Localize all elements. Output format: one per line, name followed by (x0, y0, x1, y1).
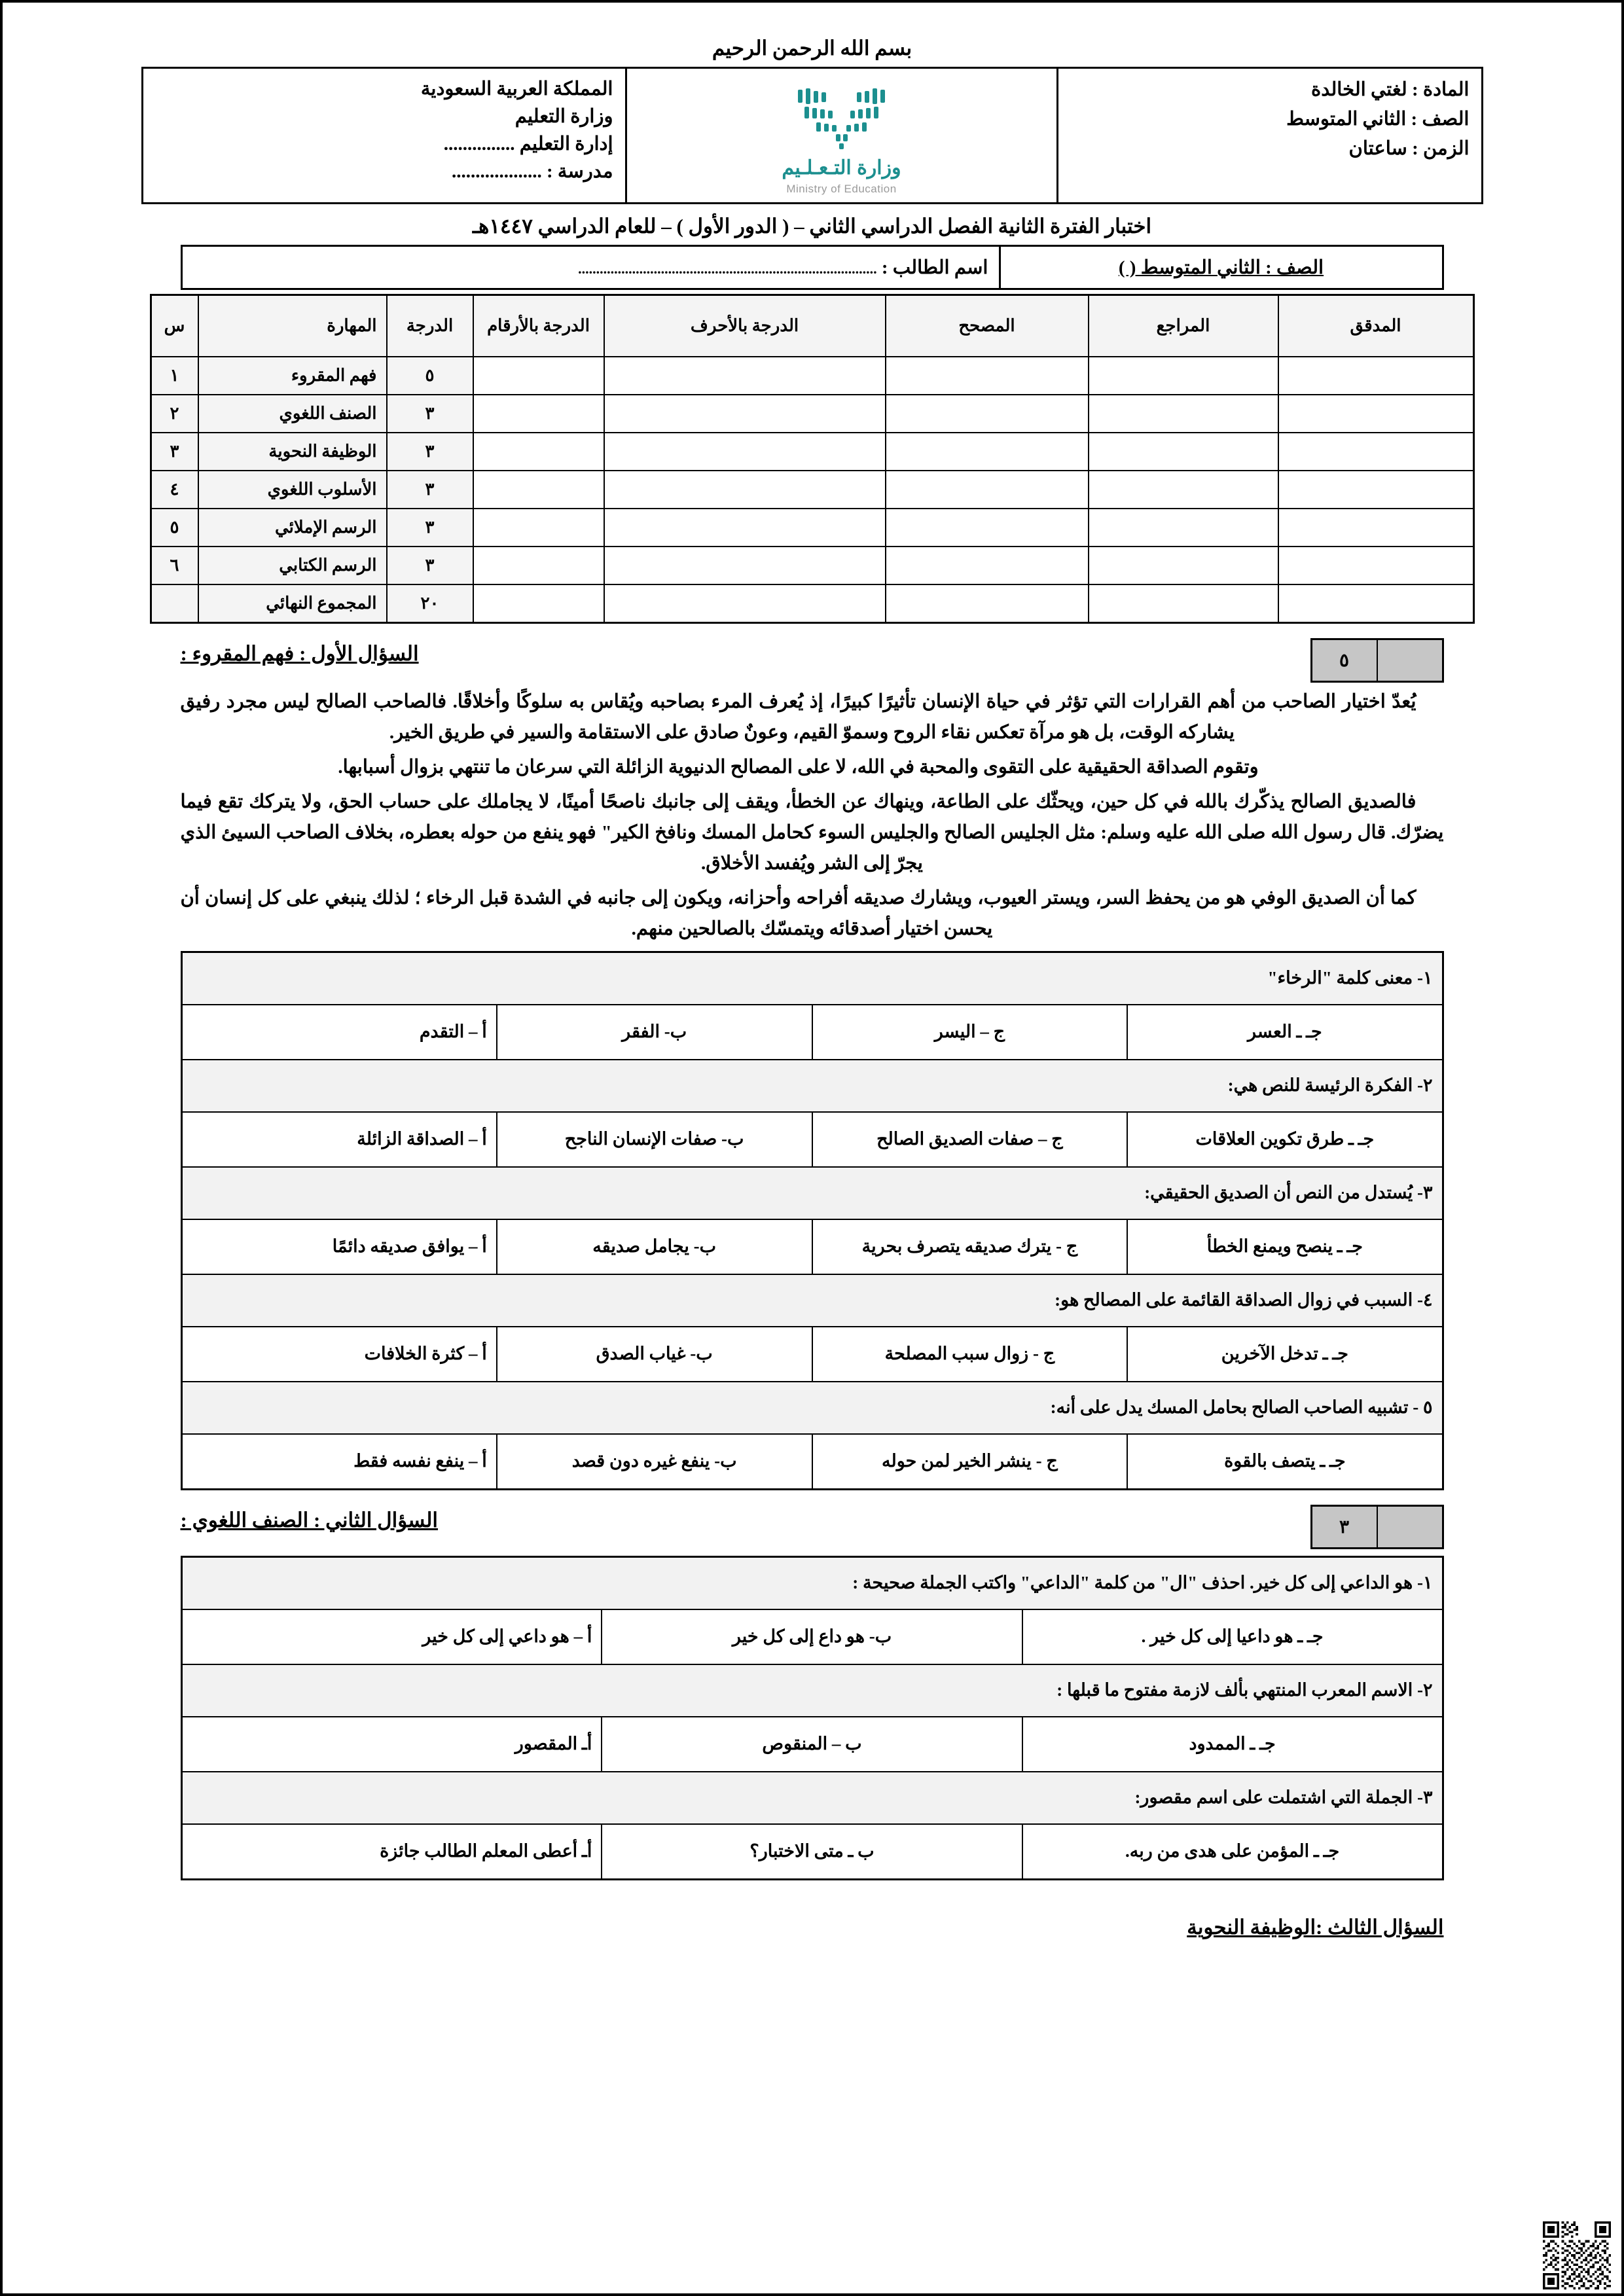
mcq-option-c[interactable]: جـ ـ الممدود (1022, 1717, 1443, 1772)
header-table (141, 67, 1483, 204)
cell-skill: الصنف اللغوي (198, 395, 387, 433)
question1-mcq-table (181, 951, 1444, 1490)
question1-mark-value: ٥ (1312, 640, 1377, 681)
table-row[interactable] (151, 433, 1473, 471)
mcq-stem: ٤- السبب في زوال الصداقة القائمة على المصالح هو: (181, 1274, 1443, 1327)
cell-reviewer[interactable] (1089, 395, 1278, 433)
mcq-option-b[interactable]: ب- غياب الصدق (497, 1327, 812, 1382)
passage-paragraph: يُعدّ اختيار الصاحب من أهم القرارات التي تؤثر في حياة الإنسان تأثيرًا كبيرًا، إذ يُعرف المرء بصاحبه ويُقاس به سلوكًا وأخلاقًا. فالصاحب الصالح ليس مجرد رفيق يشاركه الوقت، بل هو مرآة تعكس نقاء الروح وسموّ القيم، وعونٌ صادق على الاستقامة والسير في طريق الخير. (180, 691, 1416, 743)
cell-checker[interactable] (1278, 547, 1474, 584)
cell-checker[interactable] (1278, 584, 1474, 623)
grades-total-row[interactable] (151, 584, 1473, 623)
mcq-option-c[interactable]: ج – صفات الصديق الصالح (812, 1112, 1128, 1167)
mcq-stem: ١- هو الداعي إلى كل خير. احذف "ال" من كلمة "الداعي" واكتب الجملة صحيحة : (181, 1556, 1443, 1609)
mcq-option-b[interactable]: ب- هو داع إلى كل خير (602, 1609, 1022, 1664)
passage-paragraph: فالصديق الصالح يذكّرك بالله في كل حين، ويحثّك على الطاعة، وينهاك عن الخطأ، ويقف إلى جانبك ناصحًا أمينًا، لا يجاملك على حساب الحق، ولا يتركك تقع فيما يضرّك. قال رسول الله صلى الله عليه وسلم: مثل الجليس الصالح والجليس السوء كحامل المسك ونافخ الكير" فهو ينفع من حوله بعطره، بخلاف الصاحب السيئ الذي يجرّ إلى الشر ويُفسد الأخلاق. (180, 791, 1444, 874)
cell-index: ٤ (151, 471, 198, 509)
mcq-stem-row (181, 1772, 1443, 1824)
cell-index: ٥ (151, 509, 198, 547)
question2-header (181, 1505, 1444, 1549)
cell-numbers[interactable] (473, 395, 604, 433)
question1-mark-box[interactable] (1310, 638, 1444, 683)
mcq-options-row[interactable] (181, 1609, 1443, 1664)
cell-degree: ٥ (387, 357, 473, 395)
school-line: مدرسة : ................... (451, 161, 613, 183)
cell-numbers[interactable] (473, 547, 604, 584)
mcq-option-b[interactable]: ب – المنقوص (602, 1717, 1022, 1772)
mcq-option-c[interactable]: ج - يترك صديقه يتصرف بحرية (812, 1219, 1128, 1274)
mcq-option-a[interactable]: أ – كثرة الخلافات (181, 1327, 497, 1382)
mcq-option-b[interactable]: ب- الفقر (497, 1005, 812, 1060)
mcq-stem-row (181, 1060, 1443, 1112)
cell-checker[interactable] (1278, 357, 1474, 395)
cell-index: ٦ (151, 547, 198, 584)
mcq-stem-row (181, 1167, 1443, 1219)
mcq-option-d[interactable]: جـ ـ طرق تكوين العلاقات (1127, 1112, 1443, 1167)
mcq-option-b[interactable]: ب- صفات الإنسان الناجح (497, 1112, 812, 1167)
cell-corrector[interactable] (886, 584, 1089, 623)
cell-reviewer[interactable] (1089, 509, 1278, 547)
mcq-option-a[interactable]: أـ المقصور (181, 1717, 602, 1772)
mcq-option-d[interactable]: جـ ـ العسر (1127, 1005, 1443, 1060)
logo-english-text: Ministry of Education (786, 183, 897, 195)
table-row[interactable] (151, 357, 1473, 395)
cell-letters[interactable] (604, 509, 886, 547)
cell-corrector[interactable] (886, 471, 1089, 509)
cell-letters[interactable] (604, 433, 886, 471)
kingdom-line: المملكة العربية السعودية (420, 79, 613, 99)
cell-letters[interactable] (604, 395, 886, 433)
ministry-of-education-logo-icon (786, 79, 897, 151)
table-row[interactable] (151, 547, 1473, 584)
mcq-option-b[interactable]: ب ـ متى الاختبار؟ (602, 1824, 1022, 1880)
header-logo-cell (626, 68, 1057, 204)
col-checker: المدقق (1278, 295, 1474, 357)
cell-checker[interactable] (1278, 471, 1474, 509)
cell-letters[interactable] (604, 547, 886, 584)
student-info-table (181, 245, 1444, 290)
cell-reviewer[interactable] (1089, 433, 1278, 471)
cell-index (151, 584, 198, 623)
cell-numbers[interactable] (473, 357, 604, 395)
cell-skill: فهم المقروء (198, 357, 387, 395)
exam-title: اختبار الفترة الثانية الفصل الدراسي الثاني – ( الدور الأول ) – للعام الدراسي ١٤٤٧هـ (472, 215, 1152, 238)
col-degree-in-numbers: الدرجة بالأرقام (473, 295, 604, 357)
cell-skill: الرسم الكتابي (198, 547, 387, 584)
mcq-stem: ٣- الجملة التي اشتملت على اسم مقصور: (181, 1772, 1443, 1824)
question2-mark-box[interactable] (1310, 1505, 1444, 1549)
cell-skill: الأسلوب اللغوي (198, 471, 387, 509)
mcq-options-row[interactable] (181, 1112, 1443, 1167)
header-authority-cell (142, 68, 626, 204)
cell-checker[interactable] (1278, 395, 1474, 433)
ministry-line: وزارة التعليم (514, 106, 613, 128)
passage-paragraph: وتقوم الصداقة الحقيقية على التقوى والمحبة في الله، لا على المصالح الدنيوية الزائلة التي سرعان ما تنتهي بزوال أسبابها. (338, 756, 1259, 778)
mcq-option-a[interactable]: أ – هو داعي إلى كل خير (181, 1609, 602, 1664)
cell-index: ٢ (151, 395, 198, 433)
mcq-option-b[interactable]: ب- يجامل صديقه (497, 1219, 812, 1274)
mcq-options-row[interactable] (181, 1717, 1443, 1772)
mcq-options-row[interactable] (181, 1824, 1443, 1880)
cell-checker[interactable] (1278, 433, 1474, 471)
cell-letters[interactable] (604, 584, 886, 623)
cell-reviewer[interactable] (1089, 471, 1278, 509)
header-time: الزمن : ساعتان (1348, 137, 1470, 159)
header-subject-cell (1057, 68, 1482, 204)
passage-paragraph: كما أن الصديق الوفي هو من يحفظ السر، ويستر العيوب، ويشارك صديقه أفراحه وأحزانه، ويكون إلى جانبه في الشدة قبل الرخاء ؛ لذلك ينبغي على كل إنسان أن يحسن اختيار أصدقائه ويتمسّك بالصالحين منهم. (180, 887, 1416, 939)
col-corrector: المصحح (886, 295, 1089, 357)
mcq-stem: ٢- الاسم المعرب المنتهي بألف لازمة مفتوح ما قبلها : (181, 1664, 1443, 1717)
mcq-options-row[interactable] (181, 1327, 1443, 1382)
mcq-option-a[interactable]: أـ أعطى المعلم الطالب جائزة (181, 1824, 602, 1880)
mcq-option-c[interactable]: ج – اليسر (812, 1005, 1128, 1060)
question2-title: السؤال الثاني : الصنف اللغوي : (180, 1508, 439, 1532)
mcq-option-a[interactable]: أ – ينفع نفسه فقط (181, 1434, 497, 1490)
cell-degree: ٣ (387, 509, 473, 547)
cell-index: ١ (151, 357, 198, 395)
mcq-stem-row (181, 952, 1443, 1005)
mcq-stem-row (181, 1382, 1443, 1434)
mcq-option-a[interactable]: أ – الصداقة الزائلة (181, 1112, 497, 1167)
mcq-stem: ١- معنى كلمة "الرخاء" (181, 952, 1443, 1005)
student-name-cell[interactable] (181, 246, 1000, 289)
student-name-blank: ................................................................................... (578, 260, 877, 277)
mcq-option-c[interactable]: ج - ينشر الخير لمن حوله (812, 1434, 1128, 1490)
question1-header (181, 638, 1444, 683)
cell-skill: الرسم الإملائي (198, 509, 387, 547)
mcq-option-b[interactable]: ب- ينفع غيره دون قصد (497, 1434, 812, 1490)
reading-passage (181, 687, 1444, 944)
question1-mark-blank[interactable] (1377, 640, 1442, 681)
col-index: س (151, 295, 198, 357)
mcq-stem: ٢- الفكرة الرئيسة للنص هي: (181, 1060, 1443, 1112)
cell-reviewer[interactable] (1089, 357, 1278, 395)
cell-numbers[interactable] (473, 584, 604, 623)
cell-numbers[interactable] (473, 509, 604, 547)
cell-degree: ٣ (387, 395, 473, 433)
cell-index: ٣ (151, 433, 198, 471)
mcq-option-a[interactable]: أ – يوافق صديقه دائمًا (181, 1219, 497, 1274)
cell-degree: ٣ (387, 471, 473, 509)
qr-code-icon (1543, 2221, 1611, 2289)
cell-corrector[interactable] (886, 433, 1089, 471)
cell-skill: الوظيفة النحوية (198, 433, 387, 471)
cell-numbers[interactable] (473, 471, 604, 509)
table-row[interactable] (151, 471, 1473, 509)
mcq-stem: ٣- يُستدل من النص أن الصديق الحقيقي: (181, 1167, 1443, 1219)
col-skill: المهارة (198, 295, 387, 357)
col-degree-in-letters: الدرجة بالأحرف (604, 295, 886, 357)
mcq-option-d[interactable]: جـ ـ يتصف بالقوة (1127, 1434, 1443, 1490)
mcq-stem-row (181, 1664, 1443, 1717)
col-degree: الدرجة (387, 295, 473, 357)
cell-degree: ٣ (387, 547, 473, 584)
mcq-stem-row (181, 1556, 1443, 1609)
cell-degree: ٣ (387, 433, 473, 471)
table-row[interactable] (151, 509, 1473, 547)
cell-reviewer[interactable] (1089, 547, 1278, 584)
cell-total-degree: ٢٠ (387, 584, 473, 623)
cell-corrector[interactable] (886, 357, 1089, 395)
mcq-option-c[interactable]: ج - زوال سبب المصلحة (812, 1327, 1128, 1382)
student-name-label: اسم الطالب : (881, 257, 988, 278)
grades-table (150, 294, 1475, 624)
cell-numbers[interactable] (473, 433, 604, 471)
mcq-options-row[interactable] (181, 1219, 1443, 1274)
cell-corrector[interactable] (886, 395, 1089, 433)
mcq-option-d[interactable]: جـ ـ ينصح ويمنع الخطأ (1127, 1219, 1443, 1274)
education-department-line: إدارة التعليم ............... (443, 134, 613, 155)
question2-mcq-table (181, 1556, 1444, 1880)
basmala: بسم الله الرحمن الرحيم (712, 37, 912, 60)
mcq-option-d[interactable]: جـ ـ تدخل الآخرين (1127, 1327, 1443, 1382)
mcq-options-row[interactable] (181, 1005, 1443, 1060)
header-grade: الصف : الثاني المتوسط (1286, 108, 1470, 130)
mcq-option-a[interactable]: أ – التقدم (181, 1005, 497, 1060)
cell-corrector[interactable] (886, 547, 1089, 584)
question2-mark-blank[interactable] (1377, 1507, 1442, 1547)
table-row[interactable] (151, 395, 1473, 433)
cell-checker[interactable] (1278, 509, 1474, 547)
mcq-stem: ٥ - تشبيه الصاحب الصالح بحامل المسك يدل على أنه: (181, 1382, 1443, 1434)
cell-total-label: المجموع النهائي (198, 584, 387, 623)
mcq-stem-row (181, 1274, 1443, 1327)
question3-title: السؤال الثالث :الوظيفة النحوية (1187, 1915, 1444, 1939)
student-class-cell[interactable] (1000, 246, 1443, 289)
question1-title: السؤال الأول : فهم المقروء : (180, 642, 419, 665)
student-class-label: الصف : الثاني المتوسط ( ) (1118, 257, 1324, 278)
cell-letters[interactable] (604, 357, 886, 395)
mcq-option-c[interactable]: جـ ـ هو داعيا إلى كل خير . (1022, 1609, 1443, 1664)
mcq-options-row[interactable] (181, 1434, 1443, 1490)
col-reviewer: المراجع (1089, 295, 1278, 357)
grades-header-row (151, 295, 1473, 357)
mcq-option-c[interactable]: جـ ـ المؤمن على هدى من ربه. (1022, 1824, 1443, 1880)
cell-corrector[interactable] (886, 509, 1089, 547)
cell-reviewer[interactable] (1089, 584, 1278, 623)
question2-mark-value: ٣ (1312, 1507, 1377, 1547)
logo-arabic-text: وزارة التـعـلـيم (782, 157, 901, 179)
cell-letters[interactable] (604, 471, 886, 509)
header-subject: المادة : لغتي الخالدة (1311, 79, 1470, 100)
grades-body (151, 357, 1473, 623)
